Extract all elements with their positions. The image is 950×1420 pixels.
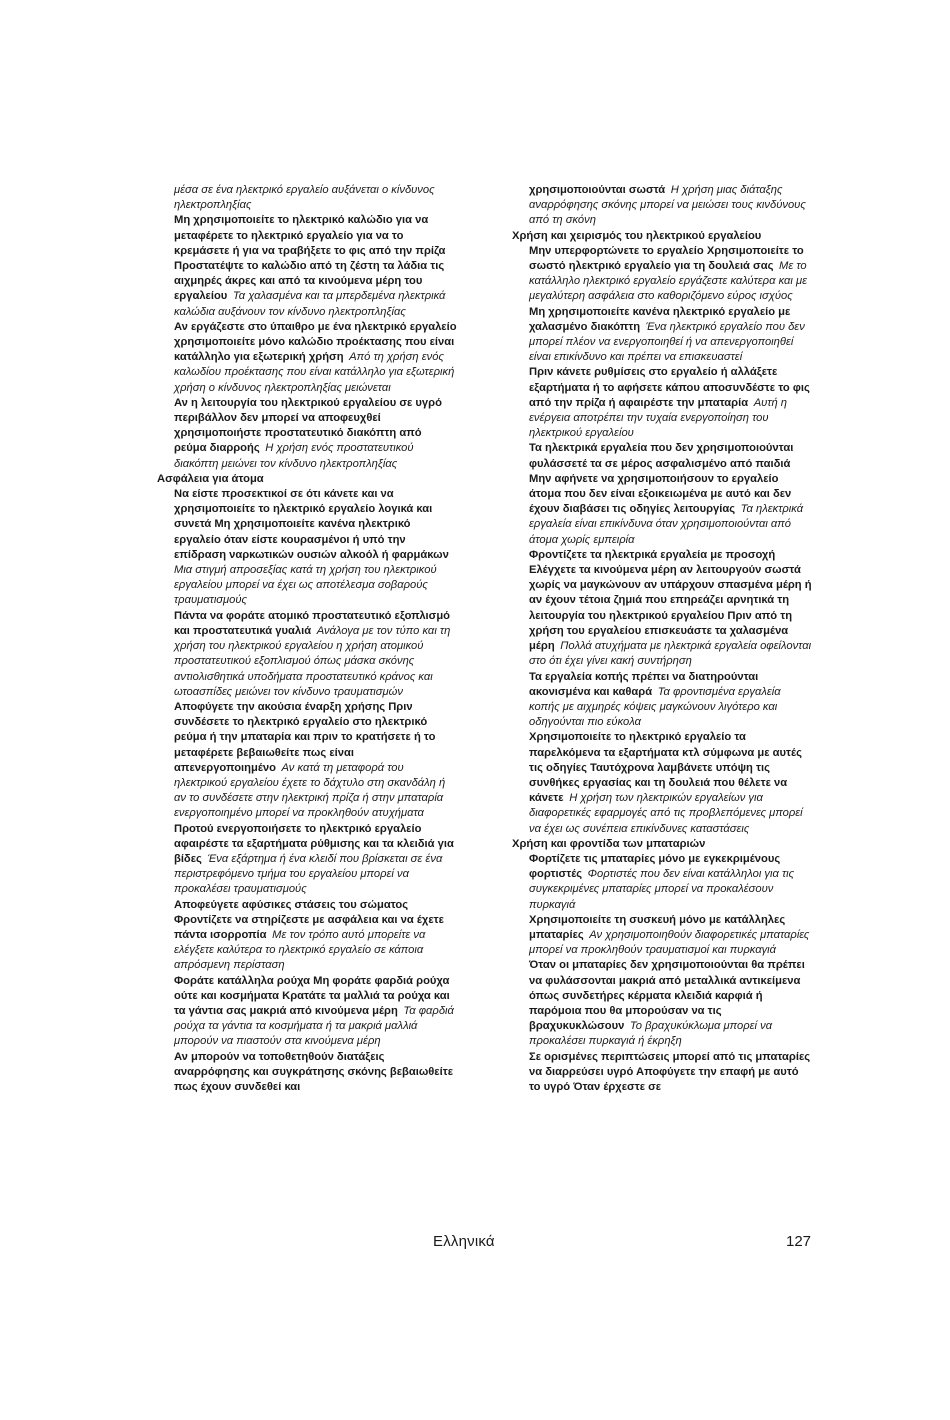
safety-instruction	[174, 898, 457, 974]
instruction-text: χρησιμοποιούνται σωστά	[529, 184, 666, 196]
instruction-explanation: Μια στιγμή απροσεξίας κατά τη χρήση του ηλεκτρικού εργαλείου μπορεί να έχει ως αποτέλεσμα σοβαρούς τραυματισμούς	[174, 564, 437, 607]
instruction-text: Αποφύγετε την ακούσια έναρξη χρήσης Πριν συνδέσετε το ηλεκτρικό εργαλείο στο ηλεκτρικό ρεύμα ή την μπαταρία και πριν το κρατήσετε ή το μεταφέρετε βεβαιωθείτε πως είναι απενεργοποιημένο	[174, 700, 436, 774]
instruction-explanation: μέσα σε ένα ηλεκτρικό εργαλείο αυξάνεται ο κίνδυνος ηλεκτροπληξίας	[174, 184, 435, 212]
instruction-explanation: Η χρήση ενός προστατευτικού διακόπτη μειώνει τον κίνδυνο ηλεκτροπληξίας	[174, 442, 414, 470]
safety-instruction	[529, 913, 812, 959]
safety-instruction	[174, 396, 457, 472]
instruction-text: Χρησιμοποιείτε τη συσκευή μόνο με κατάλληλες μπαταρίες	[529, 913, 786, 941]
instruction-text: Φοράτε κατάλληλα ρούχα Μη φοράτε φαρδιά ρούχα ούτε και κοσμήματα Κρατάτε τα μαλλιά τα ρούχα και τα γάντια σας μακριά από κινούμενα μέρη	[174, 974, 450, 1017]
section-heading: Χρήση και χειρισμός του ηλεκτρικού εργαλείου	[512, 229, 762, 242]
instruction-explanation: Πολλά ατυχήματα με ηλεκτρικά εργαλεία οφείλονται στο ότι έχει γίνει κακή συντήρηση	[529, 640, 812, 668]
instruction-explanation: Η χρήση μιας διάταξης αναρρόφησης σκόνης μπορεί να μειώσει τους κινδύνους από τη σκόνη	[529, 184, 806, 227]
instruction-explanation: Το βραχυκύκλωμα μπορεί να προκαλέσει πυρκαγιά ή έκρηξη	[529, 1020, 773, 1048]
safety-instruction	[529, 1050, 812, 1096]
instruction-text: Μη χρησιμοποιείτε το ηλεκτρικό καλώδιο για να μεταφέρετε το ηλεκτρικό εργαλείο για να το κρεμάσετε ή για να τραβήξετε το φις από την πρίζα Προστατέψτε το καλώδιο από τη ζέστη τα λάδια τις αιχμηρές άκρες και από τα κινούμενα μέρη του εργαλείου	[174, 214, 446, 303]
safety-instruction	[529, 730, 812, 836]
instruction-text: Όταν οι μπαταρίες δεν χρησιμοποιούνται θα πρέπει να φυλάσσονται μακριά από μεταλλικά αντικείμενα όπως συνδετήρες κέρματα κλειδιά καρφιά ή παρόμοια που θα μπορούσαν να τις βραχυκυκλώσουν	[529, 959, 805, 1033]
safety-instruction	[529, 441, 812, 547]
instruction-explanation: Από τη χρήση ενός καλωδίου προέκτασης που είναι κατάλληλο για εξωτερική χρήση ο κίνδυνος ηλεκτροπληξίας μειώνεται	[174, 351, 455, 394]
safety-instruction	[529, 958, 812, 1049]
instruction-explanation: Τα φροντισμένα εργαλεία κοπής με αιχμηρές κόψεις μαγκώνουν λιγότερο και οδηγούνται πιο εύκολα	[529, 685, 781, 729]
instruction-text: Αν μπορούν να τοποθετηθούν διατάξεις αναρρόφησης και συγκράτησης σκόνης βεβαιωθείτε πως έχουν συνδεθεί και	[174, 1050, 454, 1093]
footer-language-label: Ελληνικά	[433, 1233, 495, 1250]
instruction-text: Αν η λειτουργία του ηλεκτρικού εργαλείου σε υγρό περιβάλλον δεν μπορεί να αποφευχθεί χρησιμοποιήστε προστατευτικό διακόπτη από ρεύμα διαρροής	[174, 396, 442, 455]
safety-instruction	[174, 487, 457, 609]
safety-instruction	[174, 822, 457, 898]
section-heading: Χρήση και φροντίδα των μπαταριών	[512, 837, 706, 850]
instruction-explanation: Τα ηλεκτρικά εργαλεία είναι επικίνδυνα όταν χρησιμοποιούνται από άτομα χωρίς εμπειρία	[529, 503, 804, 546]
instruction-text: Χρησιμοποιείτε το ηλεκτρικό εργαλείο τα παρελκόμενα τα εξαρτήματα κτλ σύμφωνα με αυτές τις οδηγίες Ταυτόχρονα λαμβάνετε υπόψη τις συνθήκες εργασίας και τη δουλειά που θέλετε να κάνετε	[529, 731, 802, 805]
safety-instruction	[174, 213, 457, 319]
instruction-explanation: Αυτή η ενέργεια αποτρέπει την τυχαία ενεργοποίηση του ηλεκτρικού εργαλείου	[529, 396, 788, 440]
safety-instruction	[529, 244, 812, 305]
instruction-explanation: Φορτιστές που δεν είναι κατάλληλοι για τις συγκεκριμένες μπαταρίες μπορεί να προκαλέσουν πυρκαγιά	[529, 868, 795, 911]
instruction-explanation: Ανάλογα με τον τύπο και τη χρήση του ηλεκτρικού εργαλείου η χρήση ατομικού προστατευτικού εξοπλισμού όπως μάσκα σκόνης αντιολισθητικά υποδήματα προστατευτικό κράνος και ωτοασπίδες μειώνει τον κίνδυνο τραυματισμών	[174, 624, 451, 698]
instruction-explanation: Η χρήση των ηλεκτρικών εργαλείων για διαφορετικές εφαρμογές από τις προβλεπόμενες μπορεί να έχει ως συνέπεια επικίνδυνες καταστάσεις	[529, 792, 803, 835]
safety-instruction	[174, 1050, 457, 1096]
instruction-text: Σε ορισμένες περιπτώσεις μπορεί από τις μπαταρίες να διαρρεύσει υγρό Αποφύγετε την επαφή με αυτό το υγρό Όταν έρχεστε σε	[529, 1050, 811, 1093]
right-column	[512, 183, 812, 1095]
instruction-text: Τα εργαλεία κοπής πρέπει να διατηρούνται ακονισμένα και καθαρά	[529, 670, 759, 698]
safety-instruction	[529, 852, 812, 913]
instruction-text: Προτού ενεργοποιήσετε το ηλεκτρικό εργαλείο αφαιρέστε τα εξαρτήματα ρύθμισης και τα κλειδιά για βίδες	[174, 822, 454, 865]
instruction-explanation: Με το κατάλληλο ηλεκτρικό εργαλείο εργάζεστε καλύτερα και με μεγαλύτερη ασφάλεια στο καθοριζόμενο εύρος ισχύος	[529, 260, 808, 303]
instruction-text: Πριν κάνετε ρυθμίσεις στο εργαλείο ή αλλάξετε εξαρτήματα ή το αφήσετε κάπου αποσυνδέστε το φις από την πρίζα ή αφαιρέστε την μπαταρία	[529, 366, 810, 409]
instruction-text: Αν εργάζεστε στο ύπαιθρο με ένα ηλεκτρικό εργαλείο χρησιμοποιείτε μόνο καλώδιο προέκτασης που είναι κατάλληλο για εξωτερική χρήση	[174, 320, 457, 364]
instruction-text: Αποφεύγετε αφύσικες στάσεις του σώματος Φροντίζετε να στηρίζεστε με ασφάλεια και να έχετε πάντα ισορροπία	[174, 898, 444, 941]
safety-instruction	[529, 365, 812, 441]
instruction-text: Φορτίζετε τις μπαταρίες μόνο με εγκεκριμένους φορτιστές	[529, 852, 781, 881]
safety-instruction	[529, 548, 812, 670]
instruction-explanation: Αν χρησιμοποιηθούν διαφορετικές μπαταρίες μπορεί να προκληθούν τραυματισμοί και πυρκαγιά	[529, 928, 810, 957]
instruction-explanation: Με τον τρόπο αυτό μπορείτε να ελέγξετε καλύτερα το ηλεκτρικό εργαλείο σε κάποια απρόσμενη περίσταση	[174, 928, 426, 972]
safety-instruction	[174, 700, 457, 822]
safety-instruction	[529, 305, 812, 366]
safety-instruction	[529, 183, 812, 229]
instruction-explanation: Τα φαρδιά ρούχα τα γάντια τα κοσμήματα ή τα μακριά μαλλιά μπορούν να πιαστούν στα κινούμενα μέρη	[174, 1004, 454, 1048]
page-number: 127	[786, 1233, 812, 1250]
instruction-explanation: Ένα ηλεκτρικό εργαλείο που δεν μπορεί πλέον να ενεργοποιηθεί ή να απενεργοποιηθεί είναι επικίνδυνο και πρέπει να επισκευαστεί	[529, 320, 805, 364]
instruction-text: Φροντίζετε τα ηλεκτρικά εργαλεία με προσοχή Ελέγχετε τα κινούμενα μέρη αν λειτουργούν σωστά χωρίς να μαγκώνουν αν υπάρχουν σπασμένα μέρη ή αν έχουν τέτοια ζημιά που επηρεάζει αρνητικά τη λειτουργία του ηλεκτρικού εργαλείου Πριν από τη χρήση του εργαλείου επισκευάστε τα χαλασμένα μέρη	[529, 548, 812, 653]
safety-instruction	[529, 670, 812, 731]
instruction-explanation: Ένα εξάρτημα ή ένα κλειδί που βρίσκεται σε ένα περιστρεφόμενο τμήμα του εργαλείου μπορεί να προκαλέσει τραυματισμούς	[174, 852, 443, 896]
instruction-text: Να είστε προσεκτικοί σε ότι κάνετε και να χρησιμοποιείτε το ηλεκτρικό εργαλείο λογικά και συνετά Μη χρησιμοποιείτε κανένα ηλεκτρικό εργαλείο όταν είστε κουρασμένοι ή υπό την επίδραση ναρκωτικών ουσιών αλκοόλ ή φαρμάκων	[174, 488, 449, 561]
instruction-explanation: Αν κατά τη μεταφορά του ηλεκτρικού εργαλείου έχετε το δάχτυλο στη σκανδάλη ή αν το συνδέσετε στην ηλεκτρική πρίζα ή στην μπαταρία ενεργοποιημένο μπορεί να προκληθούν ατυχήματα	[174, 761, 446, 820]
safety-instruction	[174, 609, 457, 700]
instruction-text: Τα ηλεκτρικά εργαλεία που δεν χρησιμοποιούνται φυλάσσετέ τα σε μέρος ασφαλισμένο από παιδιά Μην αφήνετε να χρησιμοποιήσουν το εργαλείο άτομα που δεν είναι εξοικειωμένα με αυτό και δεν έχουν διαβάσει τις οδηγίες λειτουργίας	[529, 442, 794, 516]
instruction-text: Μη χρησιμοποιείτε κανένα ηλεκτρικό εργαλείο με χαλασμένο διακόπτη	[529, 305, 791, 333]
section-heading: Ασφάλεια για άτομα	[157, 472, 264, 485]
safety-instruction	[174, 183, 457, 213]
instruction-text: Πάντα να φοράτε ατομικό προστατευτικό εξοπλισμό και προστατευτικά γυαλιά	[174, 609, 450, 637]
safety-instruction	[174, 320, 457, 396]
safety-instruction	[174, 974, 457, 1050]
instruction-explanation: Τα χαλασμένα και τα μπερδεμένα ηλεκτρικά καλώδια αυξάνουν τον κίνδυνο ηλεκτροπληξίας	[174, 290, 446, 318]
left-column	[157, 183, 457, 1095]
instruction-text: Μην υπερφορτώνετε το εργαλείο Χρησιμοποιείτε το σωστό ηλεκτρικό εργαλείο για τη δουλειά σας	[529, 244, 804, 273]
